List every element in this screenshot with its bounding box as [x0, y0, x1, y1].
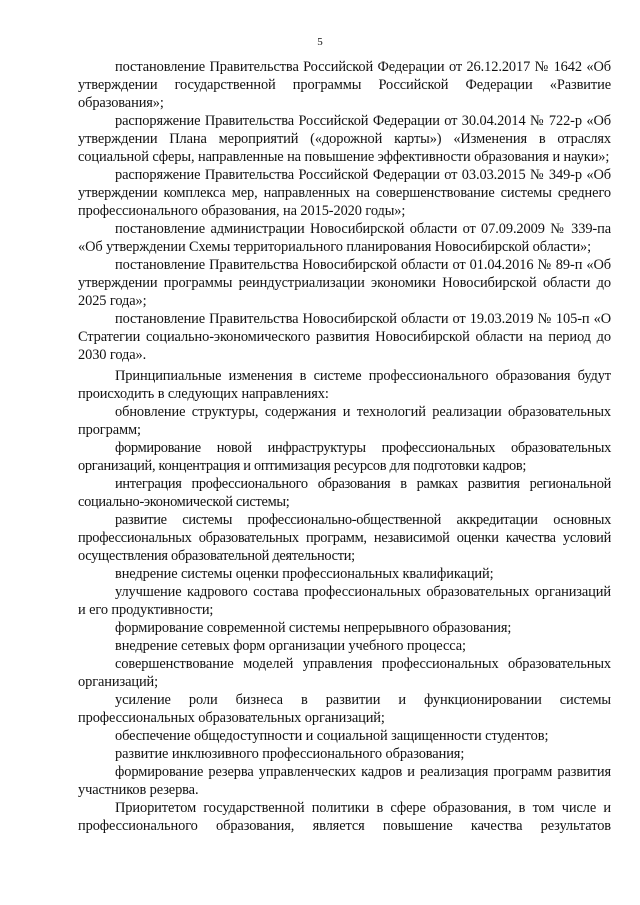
list-item-continuous-education: формирование современной системы непрерывного образования; — [115, 620, 512, 636]
paragraph-order-722r: распоряжение Правительства Российской Федерации от 30.04.2014 № 722-р «Об утверждении Плана мероприятий («дорожной карты») «Изменения в отраслях социальной сферы, направленные на повышение эффективности образования и науки»; — [78, 113, 611, 165]
list-item-infrastructure: формирование новой инфраструктуры профессиональных образовательных организаций, концентрация и оптимизация ресурсов для подготовки кадров; — [78, 440, 611, 474]
paragraph-principal-changes: Принципиальные изменения в системе профессионального образования будут происходить в следующих направлениях: — [78, 368, 611, 402]
list-item-accessibility: обеспечение общедоступности и социальной защищенности студентов; — [115, 728, 549, 744]
page-number: 5 — [317, 36, 323, 48]
paragraph-state-policy-priority: Приоритетом государственной политики в сфере образования, в том числе и профессионального образования, является повышение качества результатов — [78, 800, 611, 834]
list-item-program-update: обновление структуры, содержания и технологий реализации образовательных программ; — [78, 404, 611, 438]
paragraph-decree-339pa: постановление администрации Новосибирской области от 07.09.2009 № 339-па «Об утверждении Схемы территориального планирования Новосибирской области»; — [78, 221, 611, 255]
paragraph-decree-89p: постановление Правительства Новосибирской области от 01.04.2016 № 89-п «Об утверждении программы реиндустриализации экономики Новосибирской области до 2025 года»; — [78, 257, 611, 309]
list-item-qualification-assessment: внедрение системы оценки профессиональных квалификаций; — [115, 566, 494, 582]
list-item-inclusive-education: развитие инклюзивного профессионального образования; — [115, 746, 465, 762]
paragraph-decree-1642: постановление Правительства Российской Федерации от 26.12.2017 № 1642 «Об утверждении государственной программы Российской Федерации «Развитие образования»; — [78, 59, 611, 111]
paragraph-order-349r: распоряжение Правительства Российской Федерации от 03.03.2015 № 349-р «Об утверждении комплекса мер, направленных на совершенствование системы среднего профессионального образования, на 2015-2020 годы»; — [78, 167, 611, 219]
list-item-management-reserve: формирование резерва управленческих кадров и реализация программ развития участников резерва. — [78, 764, 611, 798]
list-item-business-role: усиление роли бизнеса в развитии и функционировании системы профессиональных образовательных организаций; — [78, 692, 611, 726]
list-item-management-models: совершенствование моделей управления профессиональных образовательных организаций; — [78, 656, 611, 690]
list-item-accreditation: развитие системы профессионально-общественной аккредитации основных профессиональных образовательных программ, независимой оценки качества условий осуществления образовательной деятельности; — [78, 512, 611, 564]
paragraph-decree-105p: постановление Правительства Новосибирской области от 19.03.2019 № 105-п «О Стратегии социально-экономического развития Новосибирской области на период до 2030 года». — [78, 311, 611, 363]
list-item-staff-improvement: улучшение кадрового состава профессиональных образовательных организаций и его продуктивности; — [78, 584, 611, 618]
list-item-network-forms: внедрение сетевых форм организации учебного процесса; — [115, 638, 466, 654]
document-body — [78, 58, 611, 835]
list-item-integration: интеграция профессионального образования в рамках развития региональной социально-экономической системы; — [78, 476, 611, 510]
